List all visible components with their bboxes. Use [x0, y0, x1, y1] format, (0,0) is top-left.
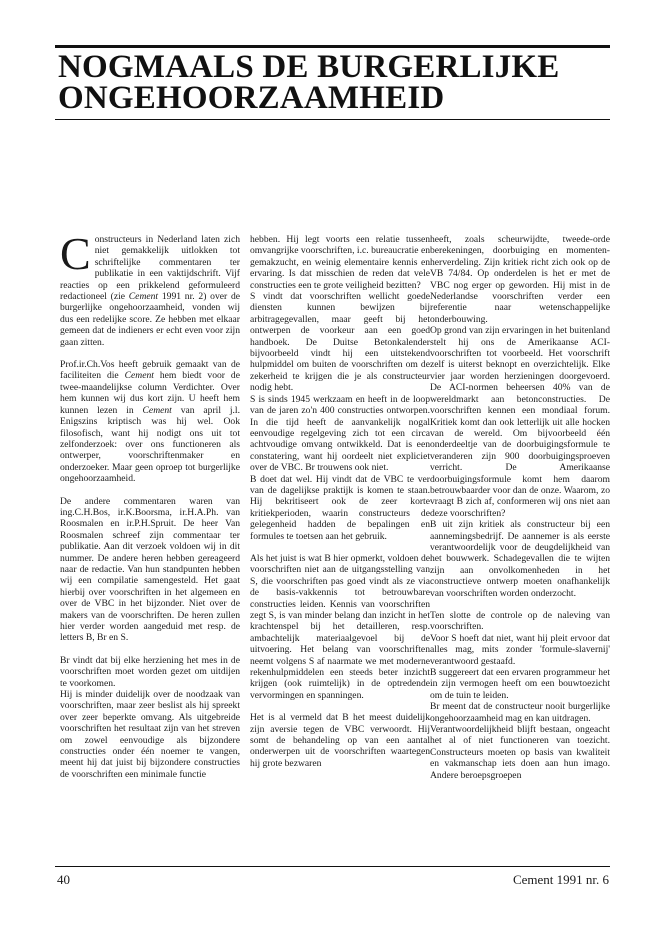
paragraph: Het is al vermeld dat B het meest duidelijk zijn aversie tegen de VBC verwoordt. Hij somt de behandeling op van een aantal onderwerpen uit de voorschriften waartegen hij grote bezwaren — [250, 712, 430, 769]
paragraph: Br vindt dat bij elke herziening het mes in de voorschriften moet worden gezet om uitdijen te voorkomen. — [60, 654, 240, 689]
text-column-2 — [250, 234, 430, 846]
footer-rule — [55, 866, 610, 867]
title-line-2: ONGEHOORZAAMHEID — [58, 80, 445, 116]
paragraph: Br meent dat de constructeur nooit burgerlijke ongehoorzaamheid mag en kan uitdragen. — [430, 701, 610, 724]
paragraph: Verantwoordelijkheid blijft bestaan, ongeacht het al of niet functioneren van toezicht. Constructeurs moeten op basis van kwaliteit en vakmanschap iets doen aan hun imago. Andere beroepsgroepen — [430, 724, 610, 781]
magazine-name: Cement — [142, 404, 172, 416]
drop-cap: C — [60, 234, 91, 279]
paragraph: Constructeurs in Nederland laten zich niet gemakkelijk uitlokken tot schriftelijke commentaren ter publikatie in een vaktijdschrift. Vijf reacties op een prikkelend geformuleerd redactioneel (zie Cement 1991 nr. 2) over de burgerlijke ongehoorzaamheid, vonden wij dus een redelijke score. Ze hebben met elkaar gemeen dat de indieners er echt even voor zijn gaan zitten. — [60, 234, 240, 348]
magazine-name: Cement — [128, 291, 159, 303]
paragraph: S vindt dat voorschriften wellicht goede diensten kunnen bewijzen bij arbitragegevallen, maar geeft bij het ontwerpen de voorkeur aan een goed handboek. De Duitse Betonkalender bijvoorbeeld vindt hij een uitstekend hulpmiddel om buiten de voorschriften om de zekerheid te krijgen die je als constructeur nodig hebt. — [250, 291, 430, 394]
paragraph: Op grond van zijn ervaringen in het buitenland stelt hij ons de Amerikaanse ACI-voorschriften tot voorbeeld. Het voorschrift zelf is uiterst beknopt en overzichtelijk. Elke vier jaar worden herzieningen doorgevoerd. De ACI-normen beheersen 40% van de wereldmarkt aan betonconstructies. De voorschriften kennen een mondiaal forum. Kritiek komt dan ook letterlijk uit alle hocken van de wereld. Om bijvoorbeeld één onderdeeltje van de doorbuigingsformule te veranderen zijn 900 doorbuigingsproeven verricht. De Amerikaanse doorbuigingsformule komt hem daarom betrouwbaarder voor dan de onze. Waarom, zo vraagt B zich af, conformeren wij ons niet aan deze voorschriften? — [430, 325, 610, 519]
paragraph: Als het juist is wat B hier opmerkt, voldoen de voorschriften niet aan de uitgangsstelling van S, die voorschriften pas goed vindt als ze via de basis-vakkennis tot betrouwbare constructies leiden. Kennis van voorschriften zegt S, is van minder belang dan inzicht in het krachtenspel bij het detailleren, resp. ambachtelijk materiaalgevoel bij de uitvoering. Het belang van voorschriften neemt volgens S af naarmate we met moderne rekenhulpmiddelen een steeds beter inzicht krijgen (ook ruimtelijk) in de optredende vervormingen en spanningen. — [250, 552, 430, 701]
magazine-issue: Cement 1991 nr. 6 — [512, 872, 609, 887]
page-number: 40 — [57, 872, 70, 887]
top-rule — [55, 45, 610, 48]
paragraph: De andere commentaren waren van ing.C.H.Bos, ir.K.Boorsma, ir.H.A.Ph. van Roosmalen en ir.P.H.Spruit. De heer Van Roosmalen schreef zijn commentaar ter publikatie. Aan dit verzoek voldoen wij in dit nummer. De andere heren hebben gereageerd naar de redactie. Van hun standpunten hebben wij een compilatie samengesteld. Het gaat hierbij over voorschriften in het algemeen en over de VBC in het bijzonder. Niet over de makers van de voorschriften. De heren zullen hier verder worden aangeduid met resp. de letters B, Br en S. — [60, 495, 240, 644]
title-line-1: NOGMAALS DE BURGERLIJKE — [58, 49, 560, 85]
paragraph: Ten slotte de controle op de naleving van voorschriften. — [430, 610, 610, 633]
title-rule — [55, 119, 610, 120]
article-title — [58, 49, 618, 116]
paragraph: Hij is minder duidelijk over de noodzaak van voorschriften, maar zeer beslist als hij spreekt over zeer beperkte omvang. Als uitgebreide voorschriften het resultaat zijn van het streven om zowel eenvoudige als bijzondere constructies onder één noemer te vangen, meent hij dat juist bij bijzondere constructies de voorschriften een minimale functie — [60, 689, 240, 780]
text-column-3 — [430, 234, 610, 846]
paragraph: S is sinds 1945 werkzaam en heeft in de loop van de jaren zo'n 400 constructies ontworpen. In die tijd heeft de aanvankelijk nogal eenvoudige regelgeving zich tot een circa achtvoudige omvang ontwikkeld. Dat is een constatering, want hij oordeelt niet expliciet over de VBC. Br trouwens ook niet. — [250, 393, 430, 474]
paragraph: B doet dat wel. Hij vindt dat de VBC te ver van de dagelijkse praktijk is komen te staan. Hij bekritiseert ook de zeer korte kritiekperioden, waarin constructeurs de gelegenheid hadden de bepalingen en formules te toetsen aan het gebruik. — [250, 473, 430, 542]
paragraph: hebben. Hij legt voorts een relatie tussen omvangrijke voorschriften, i.c. bureaucratie en gemakzucht, en weinig elementaire kennis en ervaring. Is dat misschien de reden dat vele constructies een te grote veiligheid bezitten? — [250, 234, 430, 291]
magazine-name: Cement — [124, 370, 154, 382]
paragraph: heeft, zoals scheurwijdte, tweede-orde berekeningen, doorbuiging en momenten-herverdeling. Zijn kritiek richt zich ook op de VB 74/84. Op onderdelen is het er met de VBC nog erger op geworden. Hij mist in de Nederlandse voorschriften verder een referentie naar wetenschappelijke onderbouwing. — [430, 234, 610, 325]
paragraph: B suggereert dat een ervaren programmeur het in zijn vermogen heeft om een bouwtoezicht om de tuin te leiden. — [430, 667, 610, 701]
paragraph: Prof.ir.Ch.Vos heeft gebruik gemaakt van de faciliteiten die Cement hem biedt voor de twee-maandelijkse column Verdichter. Over hem kunnen wij dus kort zijn. U heeft hem kunnen lezen in Cement van april j.l. Enigszins kriptisch was hij wel. Ook filosofisch, want hij nodigt ons uit tot zelfonderzoek: over ons functioneren als ontwerper, voorschriftenmaker en onderzoeker. Maar geen oproep tot burgerlijke ongehoorzaamheid. — [60, 359, 240, 485]
paragraph: Voor S hoeft dat niet, want hij pleit ervoor dat alles mag, mits zonder 'formule-slavernij' verantwoord gestaafd. — [430, 632, 610, 667]
paragraph: B uit zijn kritiek als constructeur bij een aannemingsbedrijf. De aannemer is als eerste verantwoordelijk voor de deugdelijkheid van het bouwwerk. Schadegevallen die te wijten zijn aan onvolkomenheden in het constructieve ontwerp moeten onafhankelijk van voorschriften worden onderzocht. — [430, 519, 610, 599]
text-column-1 — [60, 234, 240, 846]
